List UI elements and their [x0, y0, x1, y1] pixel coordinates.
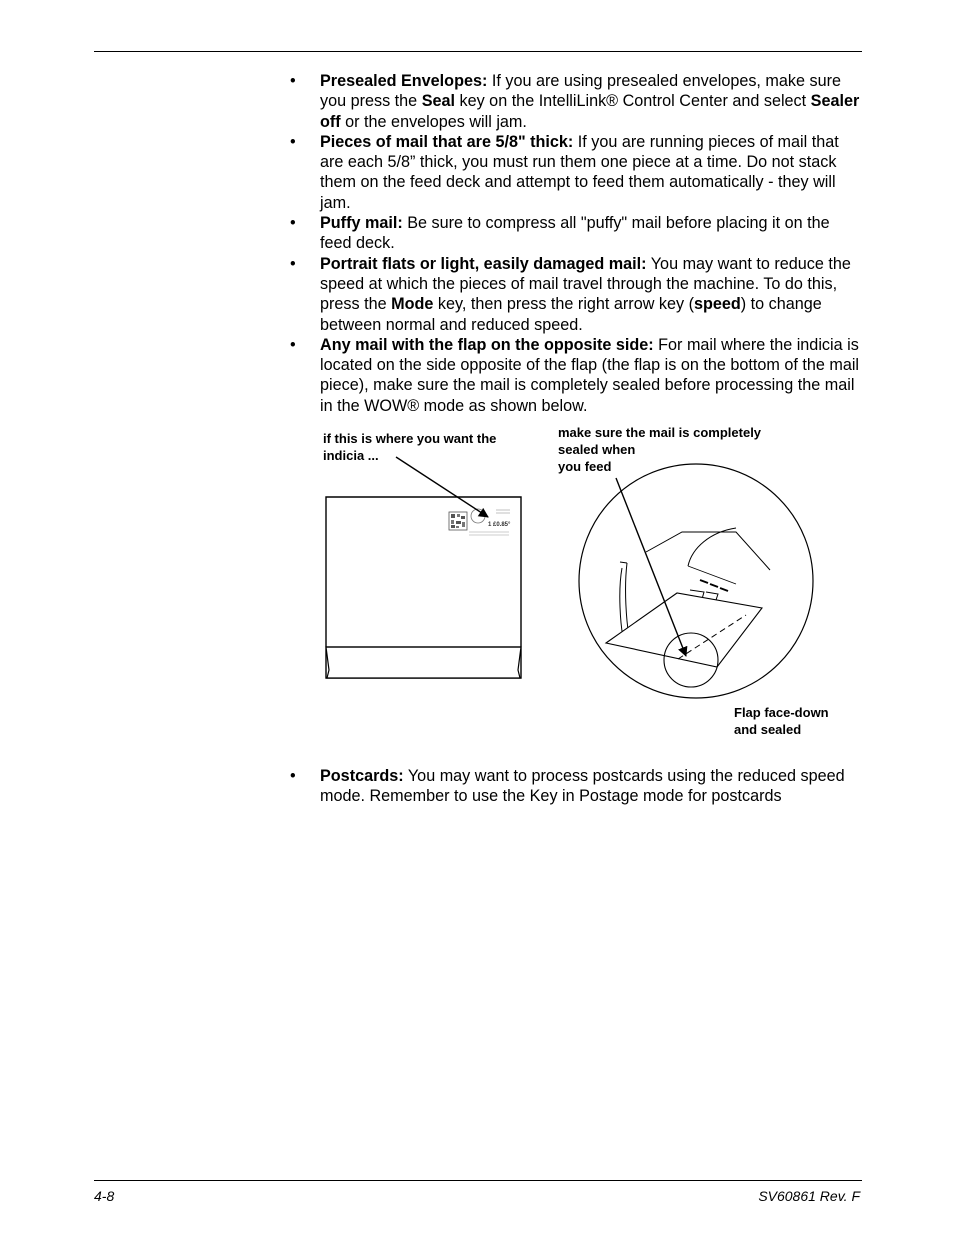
postcards-text	[320, 767, 845, 805]
text-run: Be sure to compress all "puffy" mail before placing it on the feed deck.	[320, 214, 830, 253]
bold-run: Mode	[391, 295, 434, 314]
stamp-amount: 1 £0.85°	[488, 522, 511, 528]
bullet-glyph: •	[290, 214, 296, 233]
text-run: or the envelopes will jam.	[340, 112, 527, 131]
text-run: key on the IntelliLink® Control Center and select	[455, 92, 811, 111]
bullet-glyph: •	[290, 767, 296, 785]
list-item	[290, 254, 862, 335]
bold-run: Sealer off	[320, 92, 860, 131]
list-item	[290, 213, 862, 254]
bold-run: Pieces of mail that are 5/8" thick:	[320, 132, 574, 151]
wow-mode-figure	[300, 420, 860, 750]
bullet-glyph: •	[290, 254, 296, 273]
bullet-glyph: •	[290, 335, 296, 354]
list-item	[290, 132, 862, 213]
document-id: SV60861 Rev. F	[758, 1188, 860, 1204]
flap-label: Flap face-down and sealed	[734, 705, 829, 737]
bullet-glyph: •	[290, 132, 296, 151]
figure-illustration	[300, 420, 860, 750]
item-text	[320, 72, 859, 131]
text-run: If you are running pieces of mail that are each 5/8” thick, you must run them one piece at a time. Do not stack them on the feed deck and attempt to feed them automatically - they will jam.	[320, 132, 839, 212]
item-text	[320, 214, 830, 252]
text-run: If you are using presealed envelopes, make sure you press the	[320, 72, 841, 111]
bold-run: Presealed Envelopes:	[320, 72, 488, 90]
header-rule	[94, 51, 862, 52]
text-run: For mail where the indicia is located on the side opposite of the flap (the flap is on the bottom of the mail piece), make sure the mail is completely sealed before processing the mail in the WOW® mode as shown below.	[320, 335, 860, 415]
bold-run: Portrait flats or light, easily damaged mail:	[320, 254, 647, 273]
list-item	[290, 766, 870, 807]
text-run: You may want to process postcards using the reduced speed mode. Remember to use the Key in Postage mode for postcards	[320, 767, 845, 806]
footer-rule	[94, 1180, 862, 1181]
list-item	[290, 71, 862, 132]
item-text	[320, 255, 851, 334]
text-run: key, then press the right arrow key (	[433, 295, 694, 314]
bold-run: Any mail with the flap on the opposite side:	[320, 335, 654, 354]
text-run: ) to change between normal and reduced speed.	[320, 295, 822, 334]
item-text	[320, 133, 839, 212]
indicia-label: if this is where you want the indicia ...	[323, 431, 497, 463]
bold-run: Postcards:	[320, 767, 404, 785]
text-run: You may want to reduce the speed at which the pieces of mail travel through the machine. To do this, press the	[320, 254, 851, 314]
sealed-label: make sure the mail is completely sealed when you feed	[558, 425, 762, 474]
bold-run: speed	[693, 295, 741, 314]
machine-detail-drawing	[579, 464, 813, 698]
bold-run: Seal	[421, 92, 455, 111]
item-text	[320, 336, 859, 415]
bullet-glyph: •	[290, 72, 296, 90]
tips-list	[290, 71, 862, 416]
bold-run: Puffy mail:	[320, 214, 403, 233]
postcards-list	[290, 766, 870, 807]
list-item	[290, 335, 862, 416]
page-number: 4-8	[94, 1188, 115, 1204]
